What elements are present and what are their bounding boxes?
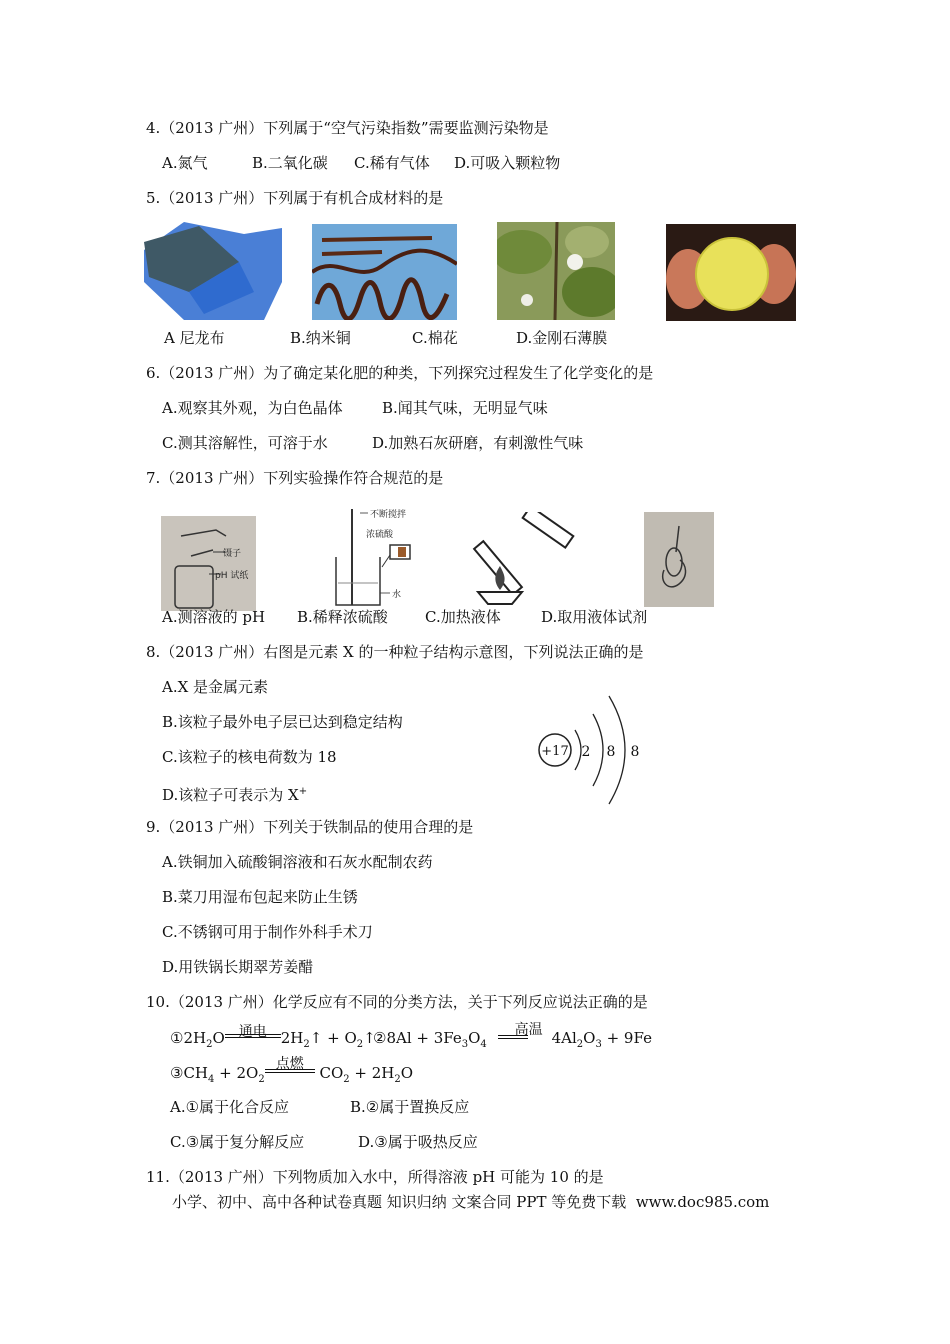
q8-option-d-charge: + (298, 786, 308, 797)
q10-option-a: A.①属于化合反应 (170, 1098, 290, 1116)
q4-options (162, 153, 560, 173)
nano-copper-image (312, 224, 457, 320)
q5-options (164, 328, 607, 348)
q9-option-c: C.不锈钢可用于制作外科手术刀 (162, 923, 373, 941)
q4-option-d: D.可吸入颗粒物 (454, 154, 561, 172)
q4-stem: 4.（2013 广州）下列属于“空气污染指数”需要监测污染物是 (146, 119, 549, 137)
q6-stem: 6.（2013 广州）为了确定某化肥的种类，下列探究过程发生了化学变化的是 (146, 364, 654, 382)
page-footer (172, 1192, 769, 1212)
q10-options-row1 (170, 1097, 469, 1117)
q7-stem: 7.（2013 广州）下列实验操作符合规范的是 (146, 469, 444, 487)
cotton-image (497, 222, 615, 320)
q10-stem: 10.（2013 广州）化学反应有不同的分类方法，关于下列反应说法正确的是 (146, 993, 648, 1011)
q9-option-a: A.铁铜加入硫酸铜溶液和石灰水配制农药 (162, 853, 433, 871)
q6-option-a: A.观察其外观，为白色晶体 (162, 399, 343, 417)
q4-option-a: A.氮气 (162, 154, 208, 172)
q8-option-d (162, 782, 307, 805)
q5-stem: 5.（2013 广州）下列属于有机合成材料的是 (146, 189, 444, 207)
q5-option-a: A 尼龙布 (164, 329, 225, 347)
shell-3-electrons: 8 (630, 744, 640, 760)
eq2-condition: 高温 (514, 1022, 543, 1038)
q9-option-d: D.用铁锅长期翠芳姜醋 (162, 958, 314, 976)
q4-option-c: C.稀有气体 (354, 154, 430, 172)
q7-option-c: C.加热液体 (425, 608, 501, 626)
water-label: 水 (392, 590, 402, 600)
q6-option-c: C.测其溶解性，可溶于水 (162, 434, 328, 452)
q7-option-b: B.稀释浓硫酸 (297, 608, 388, 626)
q8-option-c: C.该粒子的核电荷数为 18 (162, 748, 337, 766)
stirring-label: 不断搅拌 (370, 510, 407, 520)
q10-option-c: C.③属于复分解反应 (170, 1133, 305, 1151)
footer-text: 小学、初中、高中各种试卷真题 知识归纳 文案合同 PPT 等免费下载 (172, 1193, 627, 1211)
eq3-condition: 点燃 (275, 1056, 304, 1072)
q7-option-a: A.测溶液的 pH (162, 608, 266, 626)
q6-option-b: B.闻其气味，无明显气味 (382, 399, 548, 417)
q4-option-b: B.二氧化碳 (252, 154, 328, 172)
shell-arc-2 (593, 714, 603, 786)
shell-1-electrons: 2 (581, 744, 591, 760)
q8-option-d-text: D.该粒子可表示为 X (162, 786, 299, 804)
q9-option-b: B.菜刀用湿布包起来防止生锈 (162, 888, 358, 906)
dropper-image (644, 512, 714, 607)
tweezers-label: 镊子 (223, 549, 242, 559)
q6-options-row2 (162, 433, 583, 453)
shell-2-electrons: 8 (606, 744, 616, 760)
q9-stem: 9.（2013 广州）下列关于铁制品的使用合理的是 (146, 818, 474, 836)
q5-option-c: C.棉花 (412, 329, 458, 347)
nylon-cloth-image (144, 222, 282, 320)
atom-structure-diagram (535, 690, 645, 808)
ph-test-image (161, 516, 256, 611)
q10-option-b: B.②属于置换反应 (350, 1098, 470, 1116)
q11-stem: 11.（2013 广州）下列物质加入水中，所得溶液 pH 可能为 10 的是 (146, 1168, 604, 1186)
diamond-film-image (666, 224, 796, 321)
q8-stem: 8.（2013 广州）右图是元素 X 的一种粒子结构示意图，下列说法正确的是 (146, 643, 644, 661)
q10-options-row2 (170, 1132, 478, 1152)
q7-option-d: D.取用液体试剂 (541, 608, 648, 626)
footer-url[interactable]: www.doc985.com (635, 1193, 770, 1211)
equation-3: $③CH_4 + 2O_2$ 点燃 $CO_2 + 2H_2O$ (170, 1056, 414, 1085)
conc-acid-label: 浓硫酸 (366, 530, 394, 540)
q8-option-b: B.该粒子最外电子层已达到稳定结构 (162, 713, 403, 731)
q6-options-row1 (162, 398, 548, 418)
q6-option-d: D.加熟石灰研磨，有刺激性气味 (372, 434, 584, 452)
heating-liquid-image (470, 512, 582, 608)
dilute-acid-image (330, 507, 435, 612)
eq1-condition: 通电 (238, 1024, 267, 1040)
shell-arc-1 (575, 730, 581, 770)
nucleus-charge: +17 (541, 744, 569, 759)
q5-option-d: D.金刚石薄膜 (516, 329, 608, 347)
q5-option-b: B.纳米铜 (290, 329, 351, 347)
equation-2: ②8Al + $3Fe_3O_4$ 高温 $4Al_2O_3 + 9Fe$ (373, 1022, 652, 1050)
q7-options (162, 607, 647, 627)
equation-1: $①2H_2O$ 通电 $2H_2↑$ + $O_2↑$ (170, 1024, 376, 1050)
ph-paper-label: pH 试纸 (215, 571, 249, 581)
q10-option-d: D.③属于吸热反应 (358, 1133, 478, 1151)
q8-option-a: A.X 是金属元素 (162, 678, 269, 696)
